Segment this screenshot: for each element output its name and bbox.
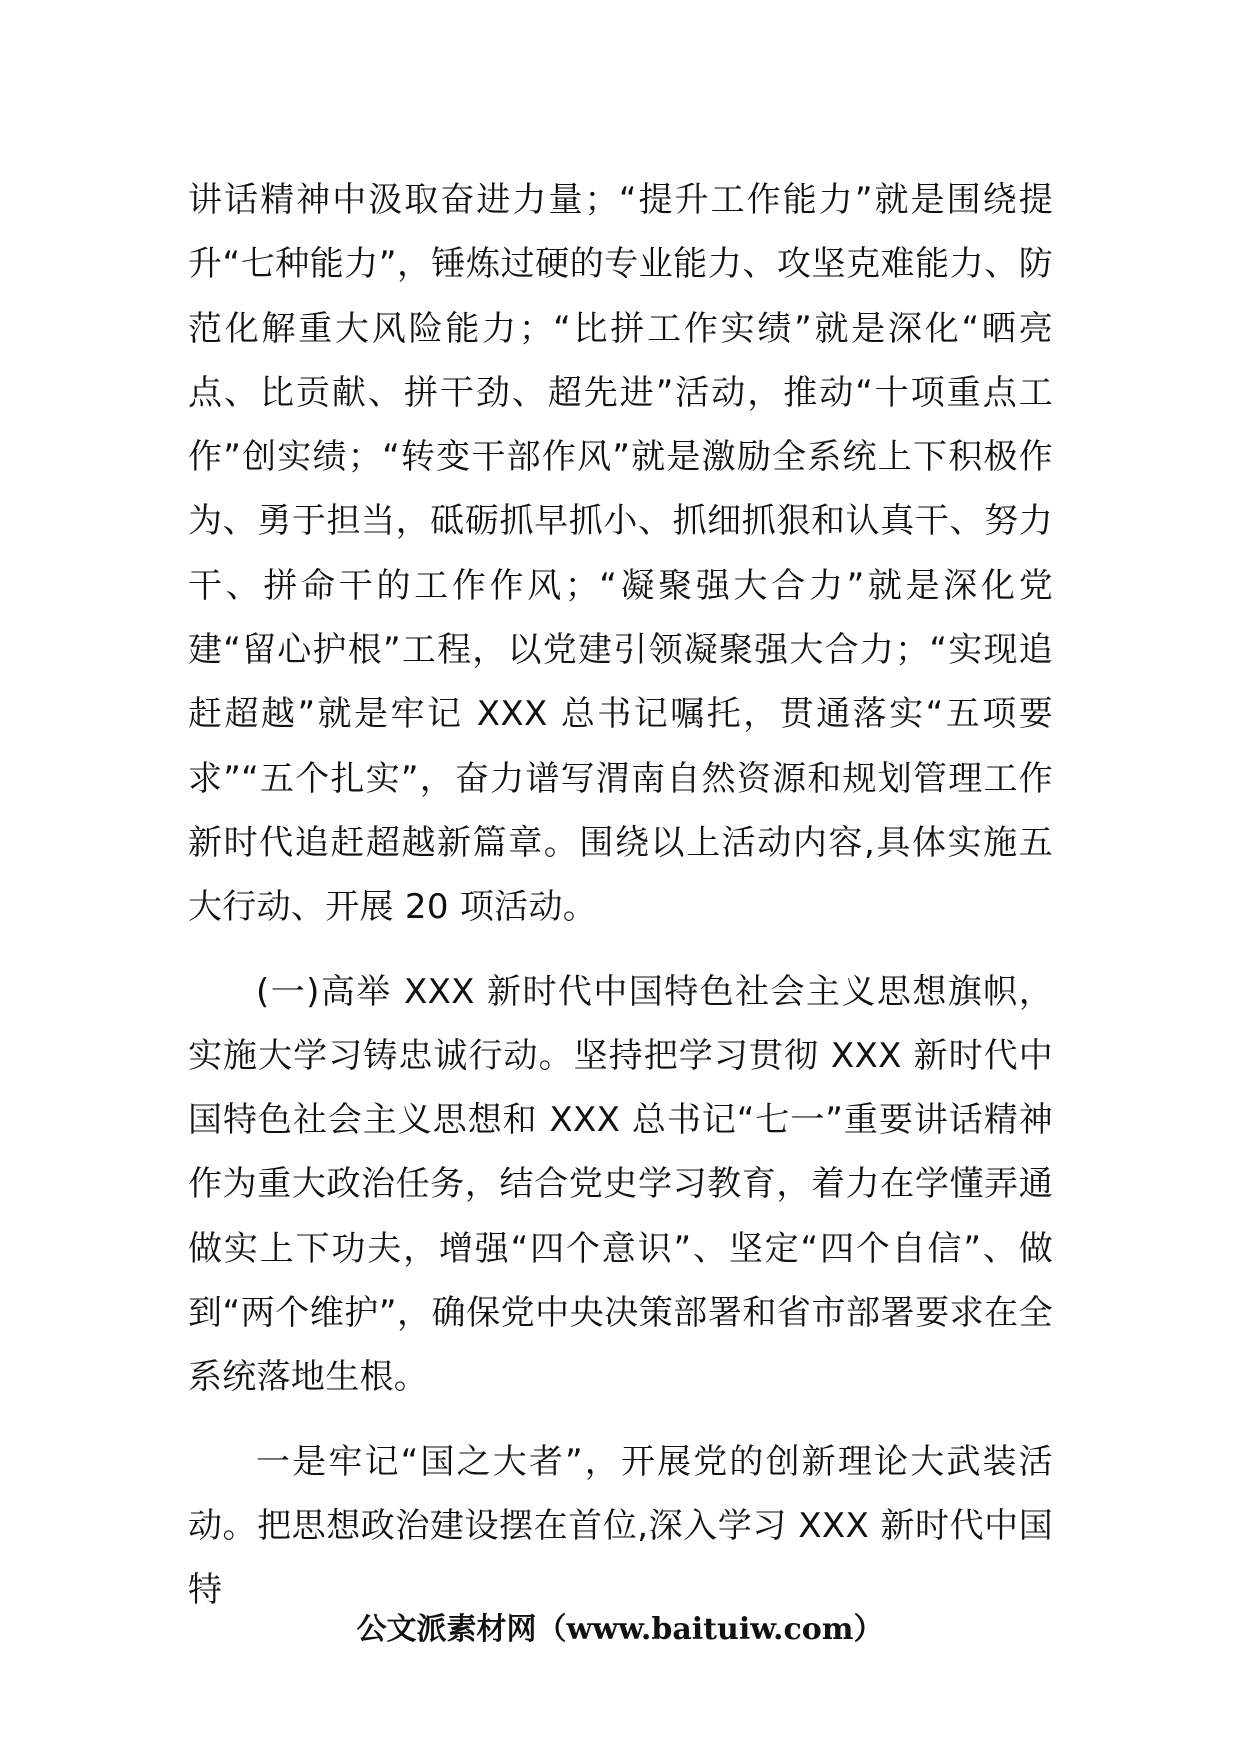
paragraph-section-one: (一)高举 XXX 新时代中国特色社会主义思想旗帜，实施大学习铸忠诚行动。坚持把学习贯彻 XXX 新时代中国特色社会主义思想和 XXX 总书记“七一”重要讲话精神作为重大政治任务，结合党史学习教育，着力在学懂弄通做实上下功夫，增强“四个意识”、坚定“四个自信”、做到“两个维护”，确保党中央决策部署和省市部署要求在全系统落地生根。: [188, 971, 1053, 1398]
footer-watermark: 公文派素材网（www.baituiw.com）: [356, 1612, 884, 1647]
paragraph-item-one: 一是牢记“国之大者”，开展党的创新理论大武装活动。把思想政治建设摆在首位,深入学习 XXX 新时代中国特: [188, 1441, 1053, 1611]
paragraph-continuation: 讲话精神中汲取奋进力量；“提升工作能力”就是围绕提升“七种能力”，锤炼过硬的专业能力、攻坚克难能力、防范化解重大风险能力；“比拼工作实绩”就是深化“晒亮点、比贡献、拼干劲、超先进”活动，推动“十项重点工作”创实绩；“转变干部作风”就是激励全系统上下积极作为、勇于担当，砥砺抓早抓小、抓细抓狠和认真干、努力干、拼命干的工作作风；“凝聚强大合力”就是深化党建“留心护根”工程，以党建引领凝聚强大合力；“实现追赶超越”就是牢记 XXX 总书记嘱托，贯通落实“五项要求”“五个扎实”，奋力谱写渭南自然资源和规划管理工作新时代追赶超越新篇章。围绕以上活动内容,具体实施五大行动、开展 20 项活动。: [188, 180, 1053, 928]
document-body: [188, 168, 1053, 1623]
